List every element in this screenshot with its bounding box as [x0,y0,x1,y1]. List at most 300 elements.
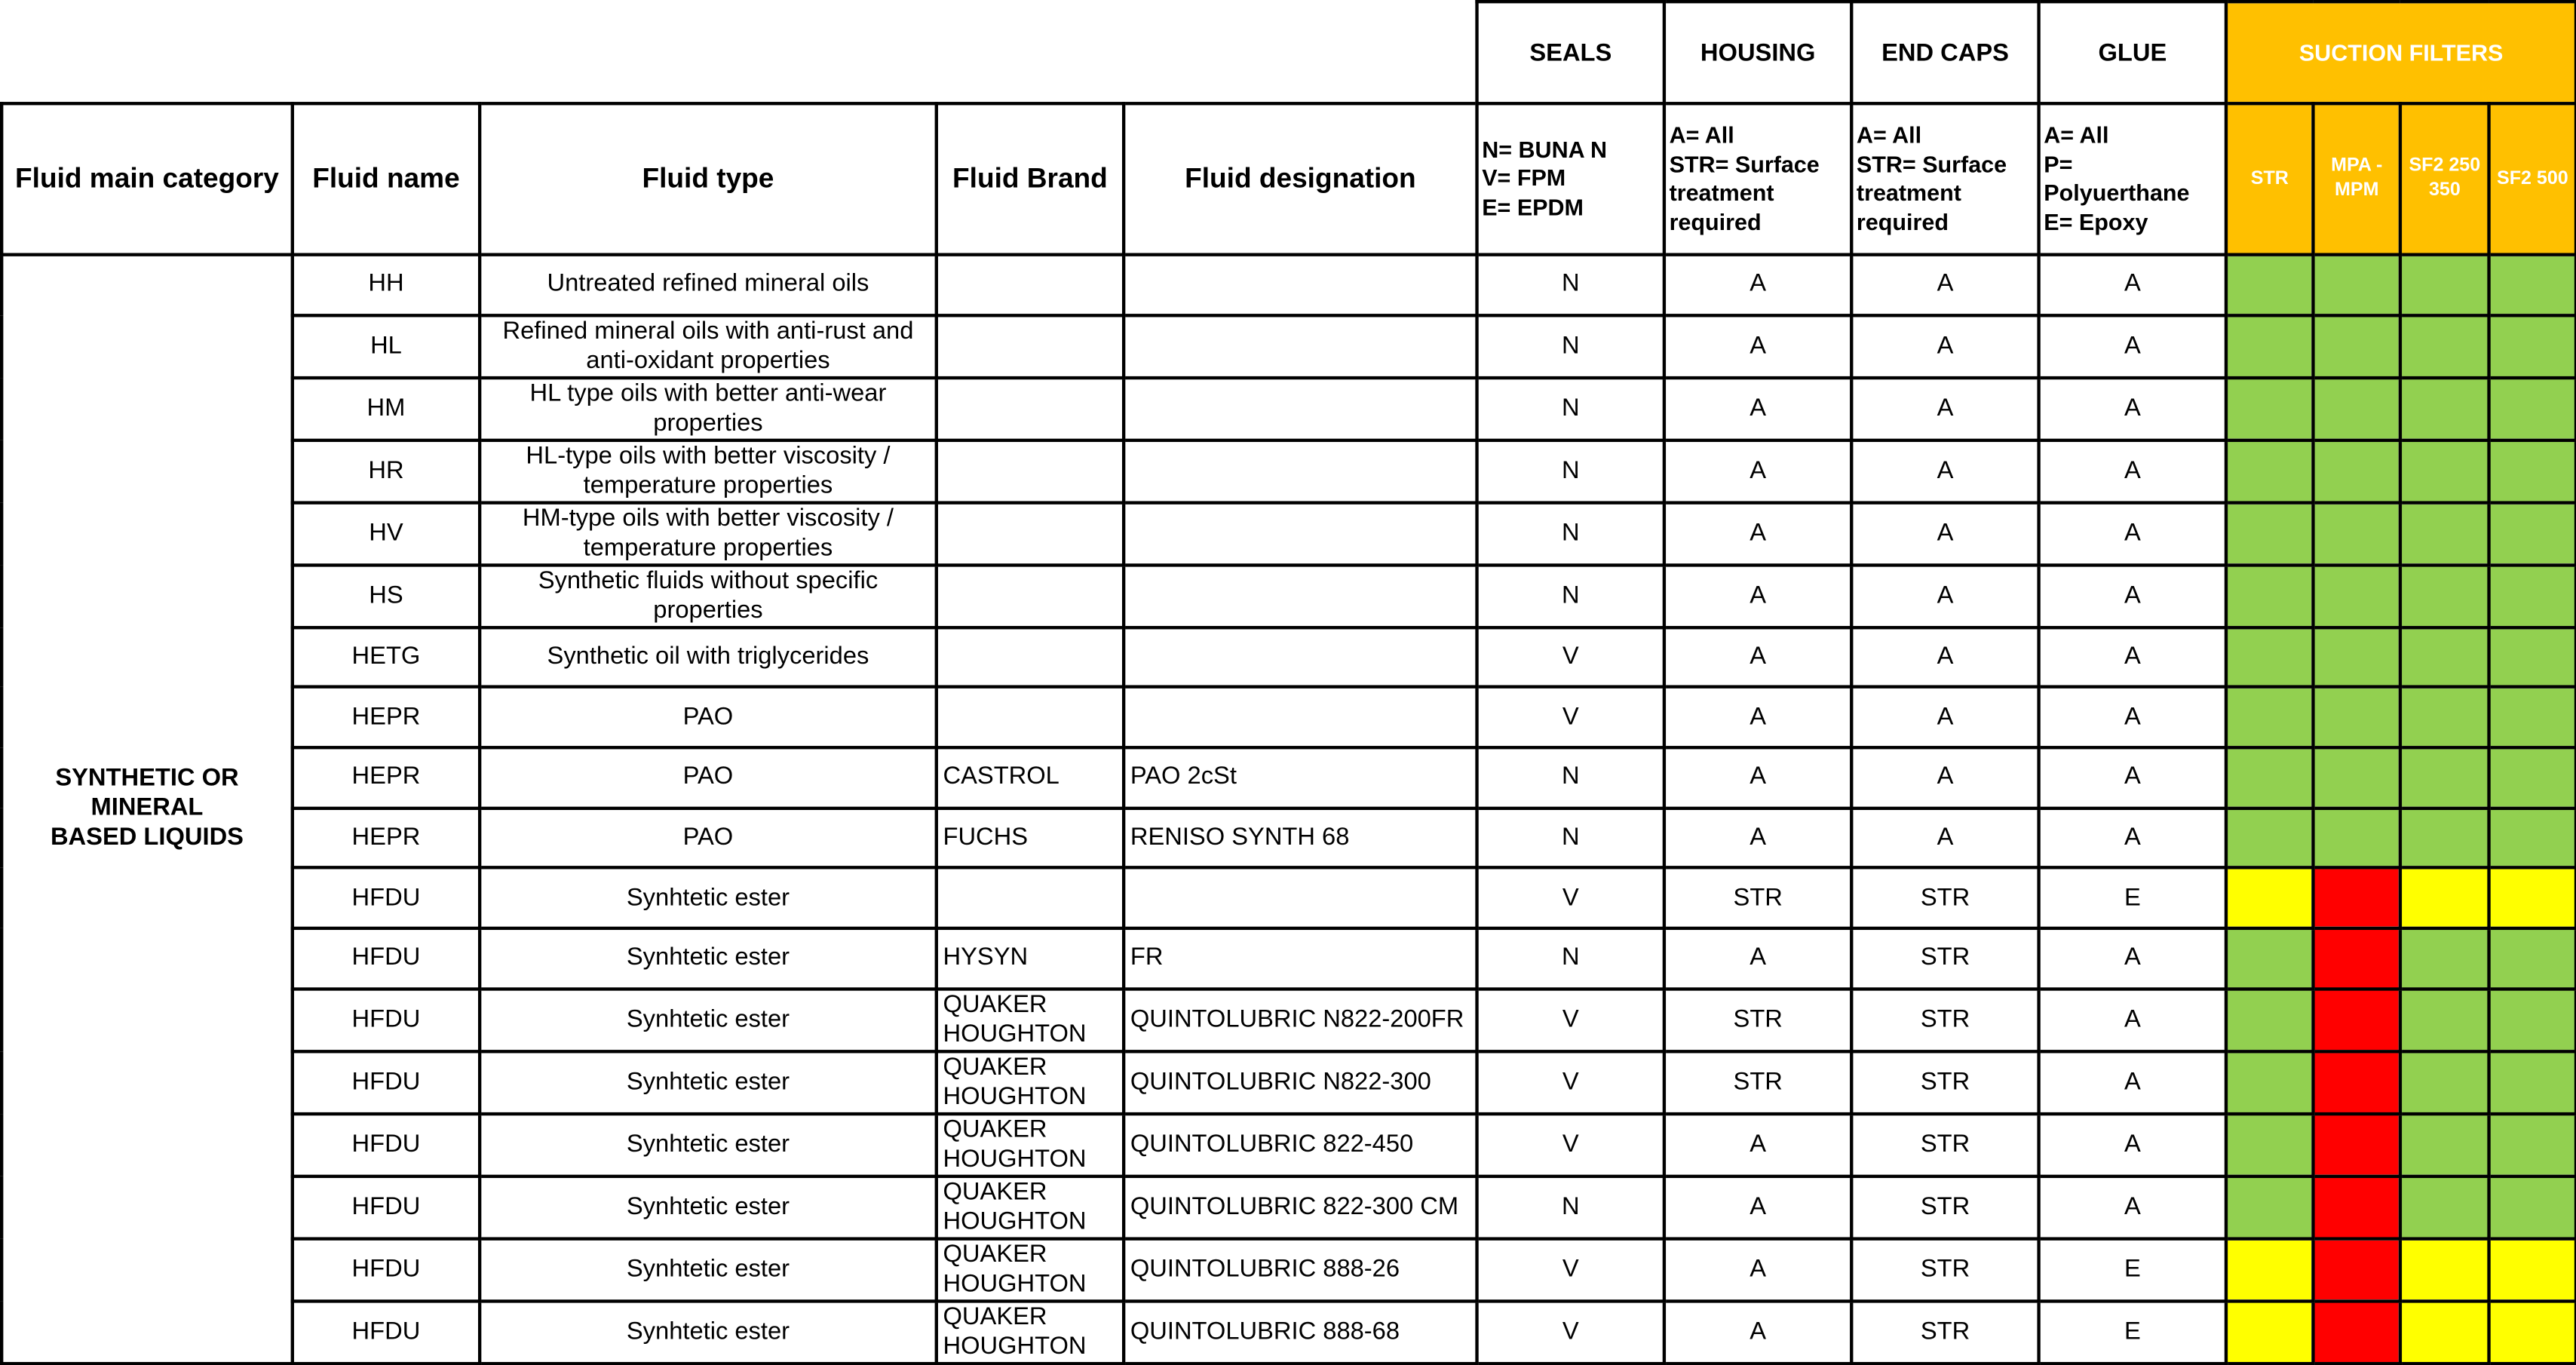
fluid-brand-cell [937,1051,1124,1114]
seals-cell: N [1477,565,1664,627]
fluid-name-cell: HH [293,255,480,315]
blank-header-area [2,2,1477,103]
col-fluid-name: Fluid name [293,103,480,254]
fluid-type-cell-line: Synhtetic ester [626,1067,790,1096]
suction-mpa-mpm-cell [2314,1051,2400,1114]
fluid-type-cell-line: temperature properties [583,533,833,562]
fluid-type-cell-line: Synhtetic ester [626,883,790,912]
fluid-type-cell-line: HL type oils with better anti-wear [529,379,887,407]
glue-cell: A [2039,928,2226,989]
suction-mpa-mpm-cell [2314,315,2400,378]
fluid-brand-cell [937,315,1124,378]
fluid-type-cell-line: Synhtetic ester [626,1192,790,1221]
group-header-row [2,2,2576,103]
suction-mpa-mpm-cell [2314,868,2400,928]
fluid-brand-cell-line: HOUGHTON [943,1145,1087,1173]
category-cell [2,255,293,1363]
suction-header-line: MPA - [2331,155,2383,176]
glue-cell: A [2039,377,2226,440]
fluid-brand-cell-line: QUAKER [943,1177,1047,1206]
fluid-brand-cell [937,989,1124,1051]
col-suction-mpa-mpm [2314,103,2400,254]
fluid-brand-cell [937,808,1124,868]
suction-mpa-mpm-cell [2314,1176,2400,1238]
table-row [2,747,2576,808]
suction-sf2-500-cell [2489,502,2576,565]
housing-cell: A [1664,687,1851,747]
fluid-name-cell: HL [293,315,480,378]
seals-legend-line: E= EPDM [1482,193,1584,220]
housing-cell: A [1664,377,1851,440]
housing-cell: A [1664,1114,1851,1176]
seals-cell: N [1477,502,1664,565]
table-row [2,1238,2576,1301]
suction-sf2-500-cell [2489,989,2576,1051]
end-caps-cell: A [1851,747,2038,808]
fluid-type-cell-line: anti-oxidant properties [586,345,830,375]
seals-cell: N [1477,1176,1664,1238]
suction-str-cell [2226,315,2313,378]
housing-cell: A [1664,747,1851,808]
suction-mpa-mpm-cell [2314,1238,2400,1301]
end-caps-legend-line: required [1856,207,1949,235]
glue-cell: A [2039,1051,2226,1114]
fluid-brand-cell-line: HOUGHTON [943,1269,1087,1298]
fluid-type-cell [480,989,937,1051]
housing-cell: A [1664,627,1851,688]
suction-sf2-250-350-cell [2400,1301,2489,1363]
suction-header-line: SF2 250 [2409,155,2481,176]
suction-mpa-mpm-cell [2314,989,2400,1051]
suction-str-cell [2226,1051,2313,1114]
fluid-designation-cell: QUINTOLUBRIC 888-26 [1124,1238,1477,1301]
fluid-brand-cell [937,868,1124,928]
glue-cell: A [2039,315,2226,378]
group-end-caps: END CAPS [1851,2,2038,103]
end-caps-cell: A [1851,315,2038,378]
suction-str-cell [2226,565,2313,627]
fluid-type-cell-line: Synhtetic ester [626,1317,790,1345]
suction-str-cell [2226,747,2313,808]
suction-str-cell [2226,627,2313,688]
housing-legend-line: STR= Surface [1669,150,1820,177]
glue-legend-line: A= All [2044,121,2109,149]
fluid-type-cell [480,1238,937,1301]
fluid-brand-cell [937,747,1124,808]
glue-cell: A [2039,687,2226,747]
fluid-type-cell-line: Synhtetic ester [626,1005,790,1033]
fluid-name-cell: HFDU [293,1176,480,1238]
end-caps-cell: A [1851,808,2038,868]
fluid-designation-cell [1124,315,1477,378]
fluid-type-cell [480,255,937,315]
suction-mpa-mpm-cell [2314,747,2400,808]
fluid-brand-cell [937,377,1124,440]
fluid-brand-cell-line: QUAKER [943,1302,1047,1331]
table-row [2,377,2576,440]
end-caps-cell: A [1851,565,2038,627]
housing-cell: A [1664,1176,1851,1238]
fluid-name-cell: HS [293,565,480,627]
suction-sf2-500-cell [2489,1176,2576,1238]
suction-sf2-250-350-cell [2400,315,2489,378]
suction-sf2-500-cell [2489,928,2576,989]
seals-cell: V [1477,1114,1664,1176]
housing-cell: A [1664,928,1851,989]
seals-cell: V [1477,1301,1664,1363]
fluid-designation-cell: QUINTOLUBRIC N822-200FR [1124,989,1477,1051]
suction-sf2-500-cell [2489,627,2576,688]
table-row [2,928,2576,989]
category-line: SYNTHETIC OR [55,764,239,793]
suction-sf2-500-cell [2489,565,2576,627]
suction-sf2-500-cell [2489,1238,2576,1301]
suction-str-cell [2226,377,2313,440]
suction-mpa-mpm-cell [2314,627,2400,688]
suction-sf2-250-350-cell [2400,1176,2489,1238]
fluid-brand-cell [937,1114,1124,1176]
suction-str-cell [2226,928,2313,989]
glue-cell: A [2039,747,2226,808]
suction-header-line: 350 [2428,180,2461,201]
fluid-designation-cell [1124,377,1477,440]
suction-mpa-mpm-cell [2314,1114,2400,1176]
fluid-type-cell [480,747,937,808]
housing-cell: A [1664,502,1851,565]
housing-cell: STR [1664,989,1851,1051]
suction-str-cell [2226,255,2313,315]
housing-legend-line: A= All [1669,121,1734,149]
suction-sf2-250-350-cell [2400,928,2489,989]
fluid-designation-cell [1124,868,1477,928]
suction-str-cell [2226,687,2313,747]
fluid-type-cell [480,502,937,565]
suction-str-cell [2226,868,2313,928]
col-fluid-type: Fluid type [480,103,937,254]
suction-str-cell [2226,989,2313,1051]
fluid-type-cell [480,565,937,627]
fluid-brand-cell [937,255,1124,315]
seals-cell: V [1477,1051,1664,1114]
col-fluid-brand: Fluid Brand [937,103,1124,254]
table-row [2,1114,2576,1176]
table-row [2,502,2576,565]
fluid-designation-cell: PAO 2cSt [1124,747,1477,808]
fluid-brand-cell [937,627,1124,688]
fluid-type-cell [480,1114,937,1176]
fluid-type-cell [480,377,937,440]
category-line: MINERAL [90,794,204,823]
table-row [2,989,2576,1051]
suction-sf2-500-cell [2489,440,2576,502]
table-row [2,440,2576,502]
glue-legend-line: E= Epoxy [2044,207,2148,235]
table-row [2,255,2576,315]
fluid-type-cell-line: Synhtetic ester [626,943,790,972]
end-caps-cell: STR [1851,1176,2038,1238]
glue-cell: A [2039,1114,2226,1176]
fluid-designation-cell: FR [1124,928,1477,989]
fluid-name-cell: HR [293,440,480,502]
table-row [2,808,2576,868]
seals-cell: V [1477,687,1664,747]
end-caps-cell: STR [1851,989,2038,1051]
suction-sf2-500-cell [2489,377,2576,440]
fluid-name-cell: HFDU [293,1301,480,1363]
table-row [2,565,2576,627]
fluid-type-cell-line: temperature properties [583,471,833,499]
suction-sf2-250-350-cell [2400,1051,2489,1114]
table-row [2,315,2576,378]
fluid-brand-cell-line: HOUGHTON [943,1207,1087,1235]
fluid-designation-cell [1124,255,1477,315]
suction-mpa-mpm-cell [2314,255,2400,315]
fluid-name-cell: HM [293,377,480,440]
glue-cell: A [2039,502,2226,565]
fluid-brand-cell [937,565,1124,627]
suction-sf2-250-350-cell [2400,1114,2489,1176]
end-caps-cell: STR [1851,868,2038,928]
seals-cell: N [1477,747,1664,808]
seals-legend-line: V= FPM [1482,164,1566,192]
fluid-brand-cell-line: QUAKER [943,1240,1047,1268]
housing-cell: STR [1664,1051,1851,1114]
fluid-designation-cell [1124,687,1477,747]
fluid-brand-cell-line: HOUGHTON [943,1082,1087,1111]
suction-mpa-mpm-cell [2314,502,2400,565]
end-caps-cell: STR [1851,1301,2038,1363]
suction-sf2-250-350-cell [2400,687,2489,747]
fluid-brand-cell [937,1238,1124,1301]
suction-sf2-500-cell [2489,1051,2576,1114]
end-caps-cell: A [1851,255,2038,315]
suction-sf2-500-cell [2489,687,2576,747]
fluid-type-cell [480,315,937,378]
end-caps-cell: STR [1851,1051,2038,1114]
suction-sf2-250-350-cell [2400,747,2489,808]
glue-cell: E [2039,1301,2226,1363]
seals-legend-line: N= BUNA N [1482,136,1608,163]
seals-cell: V [1477,989,1664,1051]
fluid-brand-cell [937,687,1124,747]
suction-sf2-250-350-cell [2400,868,2489,928]
fluid-brand-cell-line: CASTROL [943,762,1060,791]
col-suction-str [2226,103,2313,254]
end-caps-cell: A [1851,440,2038,502]
col-fluid-designation: Fluid designation [1124,103,1477,254]
fluid-name-cell: HFDU [293,989,480,1051]
fluid-designation-cell [1124,627,1477,688]
glue-legend-line: P= Polyuerthane [2044,150,2190,206]
fluid-brand-cell [937,1301,1124,1363]
glue-cell: E [2039,868,2226,928]
fluid-designation-cell: QUINTOLUBRIC N822-300 [1124,1051,1477,1114]
suction-mpa-mpm-cell [2314,377,2400,440]
glue-cell: A [2039,808,2226,868]
col-suction-sf2-500 [2489,103,2576,254]
fluid-brand-cell-line: QUAKER [943,1115,1047,1143]
fluid-type-cell-line: HM-type oils with better viscosity / [522,504,894,532]
end-caps-legend-line: treatment [1856,179,1961,206]
housing-cell: A [1664,1301,1851,1363]
seals-cell: N [1477,315,1664,378]
suction-mpa-mpm-cell [2314,928,2400,989]
fluid-type-cell [480,440,937,502]
glue-cell: A [2039,440,2226,502]
seals-cell: V [1477,1238,1664,1301]
end-caps-legend [1851,103,2038,254]
suction-mpa-mpm-cell [2314,565,2400,627]
fluid-designation-cell: RENISO SYNTH 68 [1124,808,1477,868]
end-caps-cell: A [1851,687,2038,747]
suction-str-cell [2226,1114,2313,1176]
fluid-designation-cell [1124,502,1477,565]
suction-header-line: SF2 500 [2497,168,2568,189]
suction-sf2-500-cell [2489,1114,2576,1176]
fluid-brand-cell [937,1176,1124,1238]
suction-mpa-mpm-cell [2314,808,2400,868]
glue-cell: A [2039,627,2226,688]
fluid-type-cell [480,868,937,928]
suction-mpa-mpm-cell [2314,687,2400,747]
seals-legend [1477,103,1664,254]
seals-cell: N [1477,928,1664,989]
fluid-type-cell-line: Synhtetic ester [626,1130,790,1158]
fluid-name-cell: HV [293,502,480,565]
seals-cell: N [1477,440,1664,502]
fluid-type-cell-line: Synthetic oil with triglycerides [547,642,869,670]
table-row [2,1301,2576,1363]
housing-cell: A [1664,565,1851,627]
housing-cell: A [1664,1238,1851,1301]
suction-sf2-250-350-cell [2400,808,2489,868]
fluid-designation-cell: QUINTOLUBRIC 822-450 [1124,1114,1477,1176]
suction-str-cell [2226,808,2313,868]
fluid-name-cell: HFDU [293,868,480,928]
column-header-row [2,103,2576,254]
fluid-name-cell: HEPR [293,687,480,747]
group-seals: SEALS [1477,2,1664,103]
fluid-name-cell: HEPR [293,747,480,808]
fluid-brand-cell-line: HOUGHTON [943,1020,1087,1048]
table-row [2,868,2576,928]
glue-cell: E [2039,1238,2226,1301]
fluid-brand-cell-line: HYSYN [943,943,1029,972]
fluid-type-cell-line: PAO [682,762,734,791]
fluid-type-cell-line: PAO [682,823,734,851]
fluid-name-cell: HETG [293,627,480,688]
suction-sf2-250-350-cell [2400,565,2489,627]
end-caps-cell: STR [1851,1114,2038,1176]
housing-cell: A [1664,808,1851,868]
fluid-type-cell-line: PAO [682,702,734,731]
fluid-type-cell [480,627,937,688]
fluid-designation-cell [1124,440,1477,502]
glue-cell: A [2039,989,2226,1051]
col-fluid-main-category: Fluid main category [2,103,293,254]
seals-cell: V [1477,627,1664,688]
fluid-type-cell [480,928,937,989]
group-glue: GLUE [2039,2,2226,103]
suction-sf2-250-350-cell [2400,502,2489,565]
suction-sf2-500-cell [2489,868,2576,928]
fluid-brand-cell-line: QUAKER [943,1053,1047,1081]
suction-mpa-mpm-cell [2314,1301,2400,1363]
fluid-type-cell [480,1051,937,1114]
seals-cell: V [1477,868,1664,928]
suction-header-line: STR [2250,168,2289,189]
fluid-type-cell [480,1176,937,1238]
suction-sf2-250-350-cell [2400,989,2489,1051]
fluid-brand-cell-line: FUCHS [943,823,1029,851]
housing-legend-line: required [1669,207,1762,235]
fluid-brand-cell [937,928,1124,989]
seals-cell: N [1477,377,1664,440]
suction-str-cell [2226,1301,2313,1363]
fluid-name-cell: HFDU [293,1238,480,1301]
suction-sf2-500-cell [2489,808,2576,868]
glue-cell: A [2039,1176,2226,1238]
col-suction-sf2-250-350 [2400,103,2489,254]
suction-str-cell [2226,502,2313,565]
housing-legend [1664,103,1851,254]
suction-str-cell [2226,1238,2313,1301]
table-row [2,1051,2576,1114]
suction-sf2-250-350-cell [2400,255,2489,315]
suction-str-cell [2226,1176,2313,1238]
suction-sf2-500-cell [2489,1301,2576,1363]
fluid-name-cell: HFDU [293,1051,480,1114]
fluid-type-cell-line: Synthetic fluids without specific properties [538,566,879,624]
seals-cell: N [1477,808,1664,868]
end-caps-cell: STR [1851,1238,2038,1301]
end-caps-cell: A [1851,627,2038,688]
suction-sf2-250-350-cell [2400,440,2489,502]
fluid-designation-cell [1124,565,1477,627]
end-caps-cell: A [1851,502,2038,565]
suction-sf2-500-cell [2489,255,2576,315]
fluid-type-cell-line: Refined mineral oils with anti-rust and [502,316,914,345]
suction-sf2-250-350-cell [2400,1238,2489,1301]
table-row [2,627,2576,688]
fluid-type-cell-line: HL-type oils with better viscosity / [526,441,891,470]
fluid-type-cell [480,808,937,868]
glue-cell: A [2039,565,2226,627]
end-caps-cell: STR [1851,928,2038,989]
fluid-type-cell [480,1301,937,1363]
housing-cell: A [1664,440,1851,502]
fluid-type-cell-line: Untreated refined mineral oils [547,270,869,299]
group-suction-filters: SUCTION FILTERS [2226,2,2576,103]
fluid-brand-cell-line: QUAKER [943,990,1047,1019]
glue-legend [2039,103,2226,254]
fluid-designation-cell: QUINTOLUBRIC 822-300 CM [1124,1176,1477,1238]
fluid-name-cell: HEPR [293,808,480,868]
glue-cell: A [2039,255,2226,315]
fluid-name-cell: HFDU [293,928,480,989]
housing-legend-line: treatment [1669,179,1774,206]
housing-cell: STR [1664,868,1851,928]
suction-sf2-250-350-cell [2400,627,2489,688]
group-housing: HOUSING [1664,2,1851,103]
table-row [2,1176,2576,1238]
suction-mpa-mpm-cell [2314,440,2400,502]
fluid-name-cell: HFDU [293,1114,480,1176]
category-line: BASED LIQUIDS [50,824,244,852]
housing-cell: A [1664,315,1851,378]
suction-header-line: MPM [2335,180,2379,201]
end-caps-legend-line: A= All [1856,121,1922,149]
